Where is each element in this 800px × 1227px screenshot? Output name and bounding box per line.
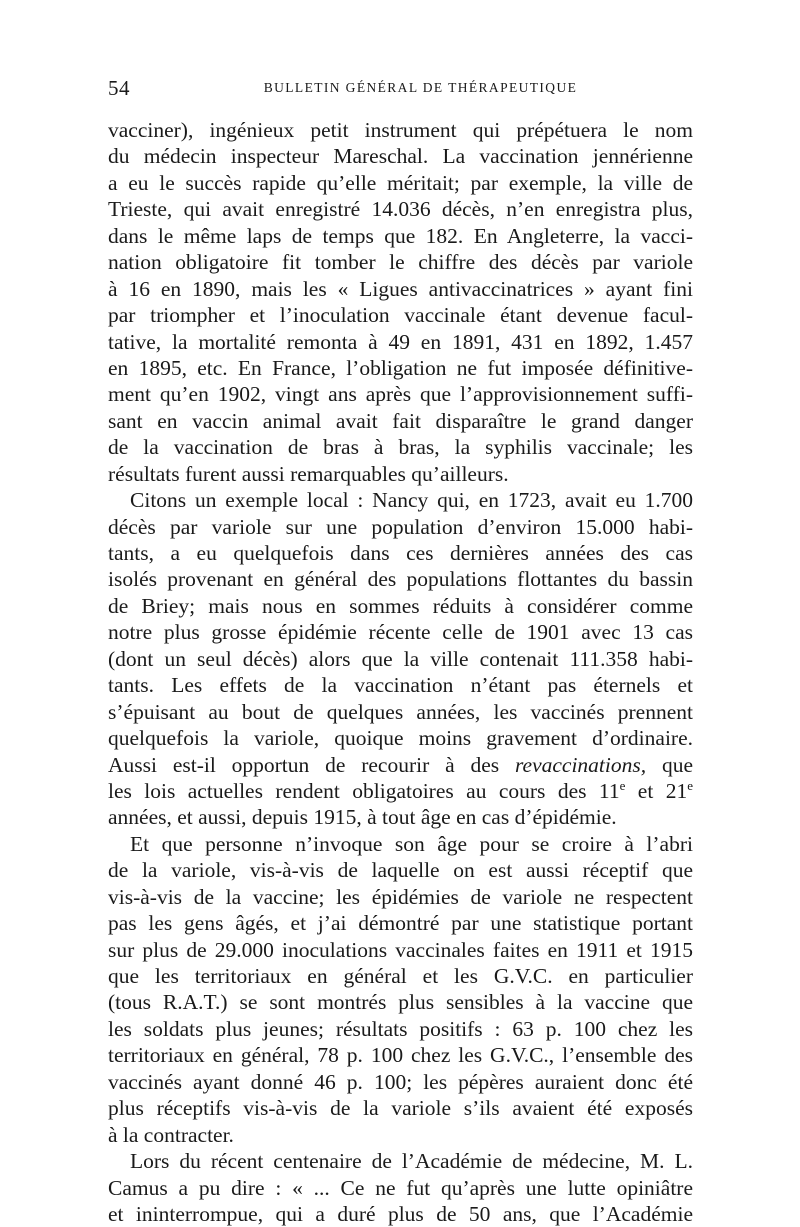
text-line: pas les gens âgés, et j’ai démontré par une statistique portant bbox=[108, 911, 693, 936]
text-line: années, et aussi, depuis 1915, à tout âge en cas d’épidémie. bbox=[108, 805, 617, 830]
paragraph-start-line: Citons un exemple local : Nancy qui, en 1723, avait eu 1.700 bbox=[130, 488, 693, 513]
text-segment: et 21 bbox=[625, 778, 688, 803]
paragraph-start-line: Lors du récent centenaire de l’Académie de médecine, M. L. bbox=[130, 1149, 693, 1174]
text-line: en 1895, etc. En France, l’obligation ne fut imposée définitive- bbox=[108, 355, 693, 380]
text-line: de Briey; mais nous en sommes réduits à considérer comme bbox=[108, 593, 693, 618]
text-line: à la contracter. bbox=[108, 1122, 234, 1147]
text-line: territoriaux en général, 78 p. 100 chez les G.V.C., l’ensemble des bbox=[108, 1043, 693, 1068]
text-segment: que bbox=[646, 752, 693, 777]
text-line: a eu le succès rapide qu’elle méritait; par exemple, la ville de bbox=[108, 170, 693, 195]
text-line: notre plus grosse épidémie récente celle de 1901 avec 13 cas bbox=[108, 620, 693, 645]
text-line: tants. Les effets de la vaccination n’étant pas éternels et bbox=[108, 673, 693, 698]
text-line: résultats furent aussi remarquables qu’ailleurs. bbox=[108, 461, 509, 486]
text-line: sur plus de 29.000 inoculations vaccinales faites en 1911 et 1915 bbox=[108, 937, 693, 962]
superscript: e bbox=[687, 777, 693, 793]
text-line: de la vaccination de bras à bras, la syphilis vaccinale; les bbox=[108, 435, 693, 460]
text-line: quelquefois la variole, quoique moins gravement d’ordinaire. bbox=[108, 726, 693, 751]
page-number: 54 bbox=[108, 76, 130, 100]
text-line: les soldats plus jeunes; résultats positifs : 63 p. 100 chez les bbox=[108, 1016, 693, 1041]
text-line: vaccinés ayant donné 46 p. 100; les pépères auraient donc été bbox=[108, 1069, 693, 1094]
text-line: de la variole, vis-à-vis de laquelle on est aussi réceptif que bbox=[108, 858, 693, 883]
text-line: nation obligatoire fit tomber le chiffre des décès par variole bbox=[108, 250, 693, 275]
text-line: (dont un seul décès) alors que la ville contenait 111.358 habi- bbox=[108, 646, 693, 671]
text-line: Trieste, qui avait enregistré 14.036 décès, n’en enregistra plus, bbox=[108, 197, 693, 222]
text-line: s’épuisant au bout de quelques années, les vaccinés prennent bbox=[108, 699, 693, 724]
text-line bbox=[108, 752, 693, 778]
body-text bbox=[108, 117, 693, 1227]
text-segment: les lois actuelles rendent obligatoires au cours des 11 bbox=[108, 778, 620, 803]
text-line: ment qu’en 1902, vingt ans après que l’approvisionnement suffi- bbox=[108, 382, 693, 407]
text-line: (tous R.A.T.) se sont montrés plus sensibles à la vaccine que bbox=[108, 990, 693, 1015]
text-line: plus réceptifs vis-à-vis de la variole s’ils avaient été exposés bbox=[108, 1096, 693, 1121]
text-line: du médecin inspecteur Mareschal. La vaccination jennérienne bbox=[108, 144, 693, 169]
italic-term: revaccinations, bbox=[514, 752, 647, 777]
text-line: tative, la mortalité remonta à 49 en 1891, 431 en 1892, 1.457 bbox=[108, 329, 693, 354]
text-line: et ininterrompue, qui a duré plus de 50 ans, que l’Académie bbox=[108, 1201, 693, 1226]
text-line: Camus a pu dire : « ... Ce ne fut qu’après une lutte opiniâtre bbox=[108, 1175, 693, 1200]
text-line: vis-à-vis de la vaccine; les épidémies de variole ne respectent bbox=[108, 884, 693, 909]
superscript: e bbox=[619, 777, 626, 793]
text-line: tants, a eu quelquefois dans ces dernières années des cas bbox=[108, 541, 693, 565]
running-title: BULLETIN GÉNÉRAL DE THÉRAPEUTIQUE bbox=[263, 80, 578, 95]
text-line: décès par variole sur une population d’environ 15.000 habi- bbox=[108, 514, 693, 539]
text-line: que les territoriaux en général et les G.V.C. en particulier bbox=[108, 964, 693, 988]
text-line: vacciner), ingénieux petit instrument qui prépétuera le nom bbox=[108, 118, 693, 142]
text-line: par triompher et l’inoculation vaccinale étant devenue facul- bbox=[108, 303, 693, 328]
text-line: isolés provenant en général des populations flottantes du bassin bbox=[108, 567, 693, 592]
paragraph-start-line: Et que personne n’invoque son âge pour se croire à l’abri bbox=[130, 831, 693, 856]
text-line: sant en vaccin animal avait fait disparaître le grand danger bbox=[108, 408, 693, 433]
text-segment: Aussi est-il opportun de recourir à des bbox=[108, 752, 515, 777]
text-line: dans le même laps de temps que 182. En Angleterre, la vacci- bbox=[108, 223, 693, 248]
text-line: à 16 en 1890, mais les « Ligues antivaccinatrices » ayant fini bbox=[108, 276, 693, 301]
text-line bbox=[108, 778, 693, 804]
running-header bbox=[108, 76, 693, 100]
